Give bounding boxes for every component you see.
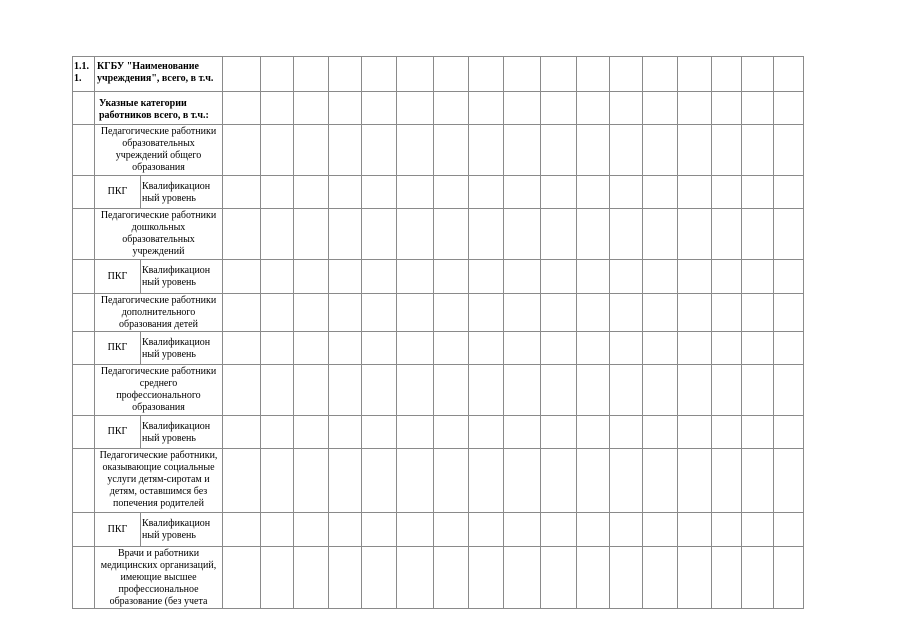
data-cell	[469, 57, 504, 92]
data-cell	[469, 547, 504, 609]
data-cell	[469, 416, 504, 449]
data-cell	[742, 125, 774, 176]
data-cell	[362, 416, 397, 449]
data-cell	[223, 547, 261, 609]
table-row	[73, 449, 804, 513]
data-cell	[294, 513, 329, 547]
data-cell	[469, 176, 504, 209]
row-number-cell	[73, 449, 95, 513]
data-cell	[397, 125, 434, 176]
data-cell	[294, 294, 329, 332]
data-cell	[362, 260, 397, 294]
data-cell	[294, 57, 329, 92]
data-cell	[541, 547, 577, 609]
data-cell	[577, 449, 610, 513]
data-cell	[774, 449, 804, 513]
data-cell	[774, 332, 804, 365]
data-cell	[643, 449, 678, 513]
data-cell	[329, 449, 362, 513]
data-cell	[223, 365, 261, 416]
data-cell	[397, 416, 434, 449]
data-cell	[434, 547, 469, 609]
data-cell	[397, 449, 434, 513]
data-cell	[712, 176, 742, 209]
data-cell	[362, 365, 397, 416]
data-cell	[577, 365, 610, 416]
qualification-level-cell: Квалификацион ный уровень	[141, 416, 223, 449]
data-cell	[643, 260, 678, 294]
data-cell	[742, 294, 774, 332]
data-cell	[329, 57, 362, 92]
data-cell	[541, 513, 577, 547]
data-cell	[261, 416, 294, 449]
data-cell	[261, 332, 294, 365]
data-cell	[329, 92, 362, 125]
data-cell	[329, 260, 362, 294]
data-cell	[397, 513, 434, 547]
data-cell	[469, 332, 504, 365]
data-cell	[434, 57, 469, 92]
data-cell	[610, 513, 643, 547]
data-cell	[577, 547, 610, 609]
row-number-cell	[73, 209, 95, 260]
data-cell	[577, 209, 610, 260]
data-cell	[774, 365, 804, 416]
data-cell	[362, 57, 397, 92]
row-number-cell	[73, 513, 95, 547]
data-cell	[541, 125, 577, 176]
data-cell	[223, 125, 261, 176]
data-cell	[434, 332, 469, 365]
data-cell	[397, 92, 434, 125]
data-cell	[774, 209, 804, 260]
data-cell	[504, 125, 541, 176]
qualification-level-cell: Квалификацион ный уровень	[141, 176, 223, 209]
data-cell	[577, 125, 610, 176]
data-cell	[504, 332, 541, 365]
row-number-cell	[73, 416, 95, 449]
qualification-level-cell: Квалификацион ный уровень	[141, 332, 223, 365]
data-cell	[397, 332, 434, 365]
data-cell	[610, 365, 643, 416]
data-cell	[712, 125, 742, 176]
data-cell	[397, 57, 434, 92]
data-cell	[643, 125, 678, 176]
data-cell	[610, 176, 643, 209]
pkg-cell: ПКГ	[95, 176, 141, 209]
data-cell	[504, 57, 541, 92]
data-cell	[610, 332, 643, 365]
data-cell	[469, 513, 504, 547]
data-cell	[742, 332, 774, 365]
data-cell	[678, 547, 712, 609]
data-cell	[541, 416, 577, 449]
data-cell	[541, 57, 577, 92]
data-cell	[643, 513, 678, 547]
data-cell	[397, 209, 434, 260]
data-cell	[469, 209, 504, 260]
row-number-cell	[73, 260, 95, 294]
data-cell	[261, 57, 294, 92]
table-row	[73, 547, 804, 609]
data-cell	[712, 513, 742, 547]
data-cell	[504, 416, 541, 449]
data-cell	[362, 176, 397, 209]
data-cell	[774, 416, 804, 449]
data-cell	[261, 92, 294, 125]
table-row	[73, 332, 804, 365]
data-cell	[774, 57, 804, 92]
data-cell	[223, 294, 261, 332]
data-cell	[678, 513, 712, 547]
data-cell	[774, 125, 804, 176]
data-cell	[362, 209, 397, 260]
pkg-cell: ПКГ	[95, 332, 141, 365]
row-number-cell	[73, 125, 95, 176]
data-cell	[610, 547, 643, 609]
data-cell	[541, 294, 577, 332]
row-number-cell	[73, 176, 95, 209]
data-cell	[294, 365, 329, 416]
data-cell	[643, 365, 678, 416]
data-cell	[261, 365, 294, 416]
data-cell	[294, 176, 329, 209]
data-cell	[742, 513, 774, 547]
data-cell	[434, 449, 469, 513]
data-cell	[504, 294, 541, 332]
data-cell	[610, 125, 643, 176]
data-cell	[577, 92, 610, 125]
data-cell	[261, 125, 294, 176]
table-row	[73, 176, 804, 209]
data-cell	[469, 365, 504, 416]
data-cell	[397, 294, 434, 332]
data-cell	[774, 513, 804, 547]
data-cell	[469, 449, 504, 513]
data-cell	[223, 513, 261, 547]
data-cell	[397, 260, 434, 294]
table-row	[73, 92, 804, 125]
data-cell	[362, 294, 397, 332]
data-cell	[774, 260, 804, 294]
row-number-cell: 1.1. 1.	[73, 57, 95, 92]
data-cell	[643, 57, 678, 92]
data-cell	[678, 365, 712, 416]
worker-category-cell: Педагогические работники дошкольных образовательных учреждений	[95, 209, 223, 260]
data-cell	[774, 294, 804, 332]
table-row	[73, 57, 804, 92]
data-cell	[362, 449, 397, 513]
data-cell	[712, 416, 742, 449]
data-cell	[223, 416, 261, 449]
data-cell	[577, 57, 610, 92]
data-cell	[712, 294, 742, 332]
data-cell	[223, 209, 261, 260]
data-cell	[541, 260, 577, 294]
worker-category-cell: Педагогические работники среднего профессионального образования	[95, 365, 223, 416]
table-row	[73, 416, 804, 449]
data-cell	[329, 176, 362, 209]
worker-category-cell: Врачи и работники медицинских организаций, имеющие высшее профессиональное образование (без учета	[95, 547, 223, 609]
data-cell	[469, 260, 504, 294]
data-cell	[643, 92, 678, 125]
table-row	[73, 513, 804, 547]
table-row	[73, 209, 804, 260]
data-cell	[712, 547, 742, 609]
data-cell	[610, 449, 643, 513]
row-number-cell	[73, 365, 95, 416]
data-cell	[541, 449, 577, 513]
worker-category-cell: Педагогические работники, оказывающие социальные услуги детям-сиротам и детям, оставшимся без попечения родителей	[95, 449, 223, 513]
pkg-cell: ПКГ	[95, 416, 141, 449]
data-cell	[643, 547, 678, 609]
data-cell	[742, 365, 774, 416]
data-cell	[712, 365, 742, 416]
data-cell	[504, 449, 541, 513]
data-cell	[712, 332, 742, 365]
data-cell	[678, 176, 712, 209]
data-cell	[434, 260, 469, 294]
data-cell	[504, 365, 541, 416]
qualification-level-cell: Квалификацион ный уровень	[141, 513, 223, 547]
data-cell	[541, 365, 577, 416]
data-cell	[577, 260, 610, 294]
category-total-cell: Указные категории работников всего, в т.ч.:	[95, 92, 223, 125]
data-cell	[329, 513, 362, 547]
data-cell	[678, 260, 712, 294]
data-cell	[362, 92, 397, 125]
data-cell	[742, 57, 774, 92]
data-cell	[577, 513, 610, 547]
data-cell	[577, 176, 610, 209]
data-cell	[329, 416, 362, 449]
table-row	[73, 125, 804, 176]
data-cell	[541, 92, 577, 125]
data-cell	[742, 92, 774, 125]
data-cell	[362, 513, 397, 547]
data-cell	[712, 57, 742, 92]
data-cell	[261, 209, 294, 260]
data-cell	[504, 92, 541, 125]
data-cell	[577, 294, 610, 332]
data-cell	[261, 260, 294, 294]
data-cell	[678, 416, 712, 449]
pkg-cell: ПКГ	[95, 260, 141, 294]
data-cell	[712, 260, 742, 294]
data-cell	[294, 332, 329, 365]
data-cell	[610, 294, 643, 332]
data-cell	[329, 332, 362, 365]
data-cell	[261, 176, 294, 209]
data-cell	[742, 260, 774, 294]
data-cell	[742, 416, 774, 449]
data-cell	[294, 125, 329, 176]
data-cell	[294, 449, 329, 513]
row-number-cell	[73, 92, 95, 125]
data-cell	[712, 449, 742, 513]
data-cell	[541, 176, 577, 209]
data-cell	[712, 92, 742, 125]
pkg-cell: ПКГ	[95, 513, 141, 547]
data-cell	[397, 176, 434, 209]
data-cell	[261, 513, 294, 547]
data-cell	[329, 294, 362, 332]
data-cell	[678, 125, 712, 176]
data-cell	[610, 416, 643, 449]
data-cell	[504, 176, 541, 209]
data-cell	[742, 449, 774, 513]
data-cell	[329, 547, 362, 609]
data-cell	[774, 547, 804, 609]
data-cell	[223, 449, 261, 513]
data-cell	[678, 92, 712, 125]
data-cell	[742, 209, 774, 260]
data-cell	[678, 332, 712, 365]
data-cell	[742, 547, 774, 609]
data-cell	[643, 176, 678, 209]
row-number-cell	[73, 294, 95, 332]
data-cell	[610, 209, 643, 260]
report-table	[72, 56, 804, 609]
data-cell	[469, 294, 504, 332]
table-row	[73, 365, 804, 416]
data-cell	[434, 513, 469, 547]
table-row	[73, 294, 804, 332]
data-cell	[643, 416, 678, 449]
data-cell	[541, 209, 577, 260]
table-row	[73, 260, 804, 294]
data-cell	[643, 209, 678, 260]
data-cell	[504, 513, 541, 547]
data-cell	[434, 176, 469, 209]
data-cell	[294, 416, 329, 449]
data-cell	[397, 547, 434, 609]
worker-category-cell: Педагогические работники образовательных учреждений общего образования	[95, 125, 223, 176]
data-cell	[434, 92, 469, 125]
data-cell	[223, 260, 261, 294]
data-cell	[469, 125, 504, 176]
data-cell	[294, 547, 329, 609]
data-cell	[678, 57, 712, 92]
data-cell	[329, 209, 362, 260]
data-cell	[329, 125, 362, 176]
data-cell	[712, 209, 742, 260]
data-cell	[643, 332, 678, 365]
data-cell	[541, 332, 577, 365]
data-cell	[294, 260, 329, 294]
data-cell	[329, 365, 362, 416]
data-cell	[469, 92, 504, 125]
data-cell	[610, 57, 643, 92]
data-cell	[504, 260, 541, 294]
data-cell	[643, 294, 678, 332]
data-cell	[610, 260, 643, 294]
data-cell	[504, 547, 541, 609]
data-cell	[261, 547, 294, 609]
data-cell	[774, 92, 804, 125]
data-cell	[397, 365, 434, 416]
worker-category-cell: Педагогические работники дополнительного образования детей	[95, 294, 223, 332]
row-number-cell	[73, 547, 95, 609]
data-cell	[678, 209, 712, 260]
data-cell	[742, 176, 774, 209]
data-cell	[504, 209, 541, 260]
data-cell	[774, 176, 804, 209]
data-cell	[434, 294, 469, 332]
data-cell	[610, 92, 643, 125]
data-cell	[434, 209, 469, 260]
data-cell	[223, 176, 261, 209]
row-number-cell	[73, 332, 95, 365]
data-cell	[362, 332, 397, 365]
data-cell	[678, 294, 712, 332]
qualification-level-cell: Квалификацион ный уровень	[141, 260, 223, 294]
data-cell	[577, 332, 610, 365]
data-cell	[223, 332, 261, 365]
data-cell	[678, 449, 712, 513]
data-cell	[362, 125, 397, 176]
data-cell	[434, 416, 469, 449]
data-cell	[261, 449, 294, 513]
institution-name-cell: КГБУ "Наименование учреждения", всего, в т.ч.	[95, 57, 223, 92]
data-cell	[223, 57, 261, 92]
data-cell	[362, 547, 397, 609]
report-table-region	[72, 56, 804, 609]
data-cell	[434, 125, 469, 176]
data-cell	[294, 209, 329, 260]
data-cell	[223, 92, 261, 125]
data-cell	[577, 416, 610, 449]
data-cell	[294, 92, 329, 125]
data-cell	[261, 294, 294, 332]
data-cell	[434, 365, 469, 416]
